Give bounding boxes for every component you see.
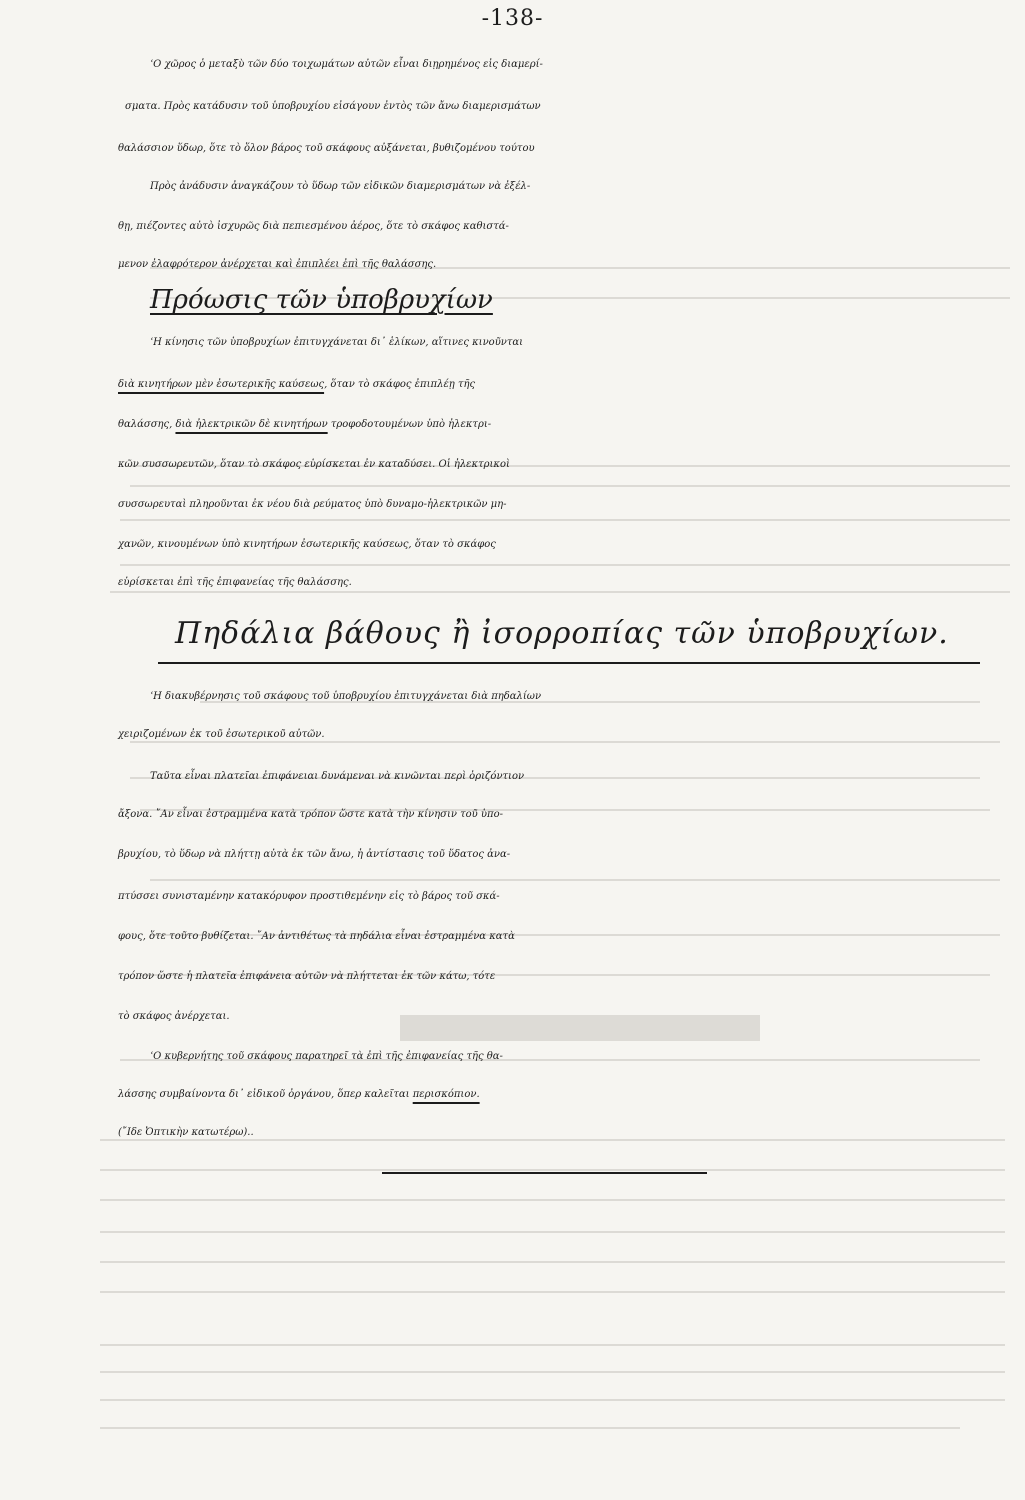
section-1-line-7: εὑρίσκεται ἐπὶ τῆς ἐπιφανείας τῆς θαλάσσης. bbox=[118, 577, 352, 588]
paragraph-1-line-1: ʿΟ χῶρος ὁ μεταξὺ τῶν δύο τοιχωμάτων αὐτῶν εἶναι διῃρημένος εἰς διαμερί- bbox=[150, 59, 543, 70]
section-2-para-3-line-2 bbox=[118, 1080, 1018, 1110]
section-2-para-3-line-3: (῎Ιδε Ὀπτικὴν κατωτέρω).. bbox=[118, 1127, 254, 1138]
section-1-line-3-start: θαλάσσης, bbox=[118, 419, 176, 430]
section-2-para-2-line-7: τὸ σκάφος ἀνέρχεται. bbox=[118, 1011, 230, 1022]
section-2-para-2-line-6: τρόπον ὥστε ἡ πλατεῖα ἐπιφάνεια αὐτῶν νὰ πλήττεται ἐκ τῶν κάτω, τότε bbox=[118, 971, 496, 982]
closing-rule bbox=[382, 1172, 707, 1174]
section-2-para-3-line-2-start: λάσσης συμβαίνοντα δι᾽ εἰδικοῦ ὀργάνου, ὅπερ καλεῖται bbox=[118, 1089, 413, 1100]
section-1-line-5: συσσωρευταὶ πληροῦνται ἐκ νέου διὰ ρεύματος ὑπὸ δυναμο-ἠλεκτρικῶν μη- bbox=[118, 499, 507, 510]
section-2-para-1-line-1: ʿΗ διακυβέρνησις τοῦ σκάφους τοῦ ὑποβρυχίου ἐπιτυγχάνεται διὰ πηδαλίων bbox=[150, 691, 542, 702]
underlined-phrase-electric-motors: διὰ ἠλεκτρικῶν δὲ κινητήρων bbox=[175, 419, 328, 430]
paragraph-2-line-3: μενον ἐλαφρότερον ἀνέρχεται καὶ ἐπιπλέει ἐπὶ τῆς θαλάσσης. bbox=[118, 259, 437, 270]
heading-rule bbox=[158, 662, 980, 664]
section-heading-depth-rudders: Πηδάλια βάθους ἢ ἰσορροπίας τῶν ὑποβρυχίων. bbox=[175, 616, 949, 651]
section-1-line-1: ʿΗ κίνησις τῶν ὑποβρυχίων ἐπιτυγχάνεται δι᾽ ἑλίκων, αἵτινες κινοῦνται bbox=[150, 337, 524, 348]
section-2-para-1-line-2: χειριζομένων ἐκ τοῦ ἐσωτερικοῦ αὐτῶν. bbox=[118, 729, 325, 740]
section-1-line-4: κῶν συσσωρευτῶν, ὅταν τὸ σκάφος εὑρίσκεται ἐν καταδύσει. Οἱ ἠλεκτρικοὶ bbox=[118, 459, 510, 470]
paragraph-1-line-3: θαλάσσιον ὕδωρ, ὅτε τὸ ὅλον βάρος τοῦ σκάφους αὐξάνεται, βυθιζομένου τούτου bbox=[118, 143, 535, 154]
section-1-line-3 bbox=[118, 410, 1018, 440]
section-2-para-2-line-2: ἄξονα. ῎Αν εἶναι ἐστραμμένα κατὰ τρόπον ὥστε κατὰ τὴν κίνησιν τοῦ ὑπο- bbox=[118, 809, 503, 820]
underlined-phrase-combustion-engines: διὰ κινητήρων μὲν ἐσωτερικῆς καύσεως bbox=[118, 379, 325, 390]
underlined-term-periscope: περισκόπιον. bbox=[412, 1089, 480, 1100]
section-1-line-3-rest: τροφοδοτουμένων ὑπὸ ἠλεκτρι- bbox=[327, 419, 492, 430]
paragraph-1-line-2: σματα. Πρὸς κατάδυσιν τοῦ ὑποβρυχίου εἰσάγουν ἐντὸς τῶν ἄνω διαμερισμάτων bbox=[125, 101, 541, 112]
section-2-para-2-line-4: πτύσσει συνισταμένην κατακόρυφον προστιθεμένην εἰς τὸ βάρος τοῦ σκά- bbox=[118, 891, 500, 902]
section-2-para-2-line-5: φους, ὅτε τοῦτο βυθίζεται. ῎Αν ἀντιθέτως τὰ πηδάλια εἶναι ἐστραμμένα κατὰ bbox=[118, 931, 515, 942]
section-2-para-2-line-3: βρυχίου, τὸ ὕδωρ νὰ πλήττῃ αὐτὰ ἐκ τῶν ἄνω, ἡ ἀντίστασις τοῦ ὕδατος ἀνα- bbox=[118, 849, 511, 860]
section-heading-propulsion: Πρόωσις τῶν ὑποβρυχίων bbox=[150, 285, 493, 315]
section-2-para-2-line-1: Ταῦτα εἶναι πλατεῖαι ἐπιφάνειαι δυνάμεναι νὰ κινῶνται περὶ ὁριζόντιον bbox=[150, 771, 525, 782]
section-1-line-2-rest: , ὅταν τὸ σκάφος ἐπιπλέῃ τῆς bbox=[324, 379, 476, 390]
section-2-para-3-line-1: ʿΟ κυβερνήτης τοῦ σκάφους παρατηρεῖ τὰ ἐπὶ τῆς ἐπιφανείας τῆς θα- bbox=[150, 1051, 503, 1062]
paragraph-2-line-1: Πρὸς ἀνάδυσιν ἀναγκάζουν τὸ ὕδωρ τῶν εἰδικῶν διαμερισμάτων νὰ ἐξέλ- bbox=[150, 181, 531, 192]
section-1-line-6: χανῶν, κινουμένων ὑπὸ κινητήρων ἐσωτερικῆς καύσεως, ὅταν τὸ σκάφος bbox=[118, 539, 496, 550]
section-1-line-2 bbox=[118, 370, 1018, 400]
page-number: -138- bbox=[481, 6, 544, 31]
paragraph-2-line-2: θῃ, πιέζοντες αὐτὸ ἰσχυρῶς διὰ πεπιεσμένου ἀέρος, ὅτε τὸ σκάφος καθιστά- bbox=[118, 221, 509, 232]
